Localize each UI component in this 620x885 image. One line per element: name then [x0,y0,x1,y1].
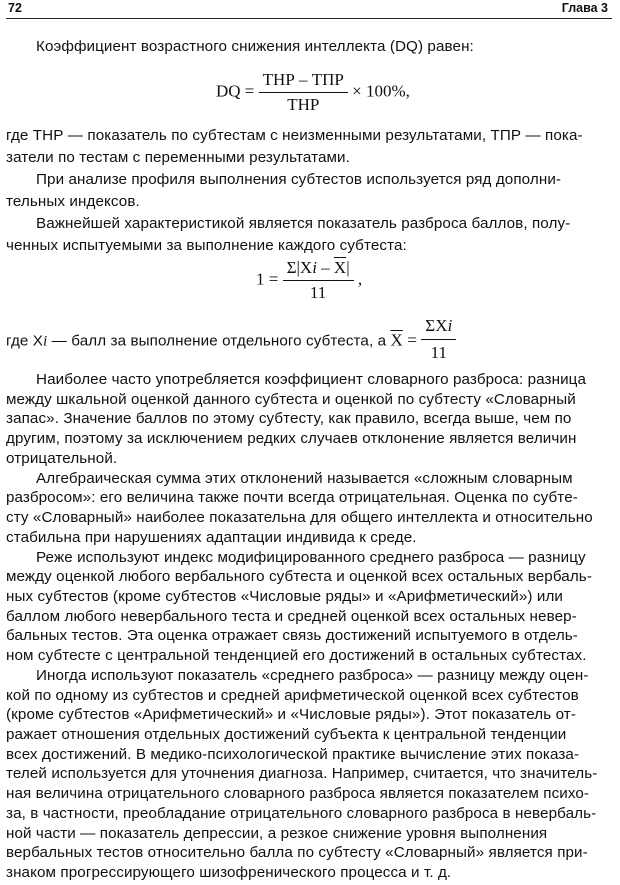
scatter-numerator [283,258,354,280]
p6-line-2: кой по одному из субтестов и средней арифметической оценкой всех субтестов [6,686,579,704]
where2-eq: = [402,330,422,350]
p6-line-4: ражает отношения отдельных достижений субъекта к центральной тенденции [6,726,567,743]
p6-line-8: за, в частности, преобладание отрицательного словарного разброса в невербаль- [6,804,597,822]
p5-line-4: баллом любого невербального теста и средней оценкой всех остальных невер- [6,607,577,625]
p2-line-1: Важнейшей характеристикой является показатель разброса баллов, полу- [36,215,571,232]
p6-line-11: знаком прогрессирующего шизофренического процесса и т. д. [6,864,452,881]
p6-line-6: телей используется для уточнения диагноза. Например, считается, что значитель- [6,765,598,783]
p6-line-7: ная величина отрицательного словарного разброса является показателем психо- [6,785,590,803]
where2-denominator: 11 [421,339,456,364]
minus-sign: – [316,258,334,277]
where2-line [6,317,456,366]
sigma-bar: Σ| [286,258,300,277]
p4-line-3: сту «Словарный» наиболее показательна для общего интеллекта и относительно [6,509,593,526]
p5-line-1: Реже используют индекс модифицированного среднего разброса — разницу [36,548,586,566]
p5-line-6: ном субтесте с центральной тенденцией его достижений в остальных субтестах. [6,647,587,665]
where2-pre: где X [6,332,44,350]
where2-mid: — балл за выполнение отдельного субтеста, а [47,332,391,350]
x-bar: $\overline{X}$ [333,258,347,277]
p3-line-5: отрицательной. [6,449,118,467]
page-number: 72 [8,1,22,15]
dq-numerator: ТНР – ТПР [262,70,344,89]
p1-line-2: тельных индексов. [6,193,140,210]
p6-line-1: Иногда используют показатель «среднего разброса» — разницу между оцен- [36,666,589,684]
scatter-formula [256,258,362,303]
dq-formula [216,70,410,115]
scatter-tail: , [357,269,363,289]
p5-line-3: ных субтестов (кроме субтестов «Числовые ряды» и «Арифметический») или [6,587,563,605]
where2-fraction [421,315,456,364]
p6-line-5: всех достижений. В медико-психологической практике вычисление этих показа- [6,745,580,763]
where2-num: ΣX [425,316,448,335]
where2-i: i [43,332,48,350]
p6-line-10: вербальных тестов относительно балла по субтесту «Словарный» является при- [6,844,588,862]
dq-tail: × 100%, [352,81,410,101]
where2-numerator [421,315,456,339]
chapter-title: Глава 3 [561,1,608,15]
p3-line-2: между шкальной оценкой данного субтеста и оценкой по субтесту «Словарный [6,390,576,408]
intro-line: Коэффициент возрастного снижения интеллекта (DQ) равен: [36,38,474,55]
p3-line-1: Наиболее часто употребляется коэффициент словарного разброса: разница [36,371,586,388]
p4-line-4: стабильна при нарушениях адаптации индивида к среде. [6,528,417,546]
p2-line-2: ченных испытуемыми за выполнение каждого субтеста: [6,237,407,254]
i-subscript: i [312,258,317,277]
where1-line-1: где ТНР — показатель по субтестам с неизменными результатами, ТПР — пока- [6,127,583,144]
p3-line-3: запас». Значение баллов по этому субтесту, как правило, всегда выше, чем по [6,410,572,428]
where1-line-2: затели по тестам с переменными результатами. [6,149,350,166]
p4-line-2: разбросом»: его величина также почти всегда отрицательная. Оценка по субте- [6,489,578,507]
p5-line-5: бальных тестов. Эта оценка отражает связь достижений испытуемого в отдель- [6,627,578,645]
abs-bar: | [346,258,350,277]
scatter-lhs: 1 = [256,269,279,289]
where2-xbar: $\overline{X}$ [390,330,403,350]
dq-lhs: DQ = [216,81,255,101]
p3-line-4: другим, поэтому за исключением редких случаев отклонение является величин [6,430,577,448]
p6-line-3: (кроме субтестов «Арифметический» и «Числовые ряды»). Этот показатель от- [6,706,576,724]
p1-line-1: При анализе профиля выполнения субтестов используется ряд дополни- [36,171,562,188]
dq-fraction [259,70,348,115]
dq-denominator: ТНР [259,92,348,115]
p4-line-1: Алгебраическая сумма этих отклонений называется «сложным словарным [36,469,573,487]
p5-line-2: между оценкой любого вербального субтеста и оценкой всех остальных вербаль- [6,568,592,586]
running-header [6,0,612,19]
p6-line-9: ной части — показатель депрессии, а резкое снижение уровня выполнения [6,824,548,842]
scatter-denominator: 11 [283,280,354,303]
x-symbol: X [299,258,313,277]
scatter-fraction [283,258,354,303]
where2-num-i: i [447,316,453,335]
